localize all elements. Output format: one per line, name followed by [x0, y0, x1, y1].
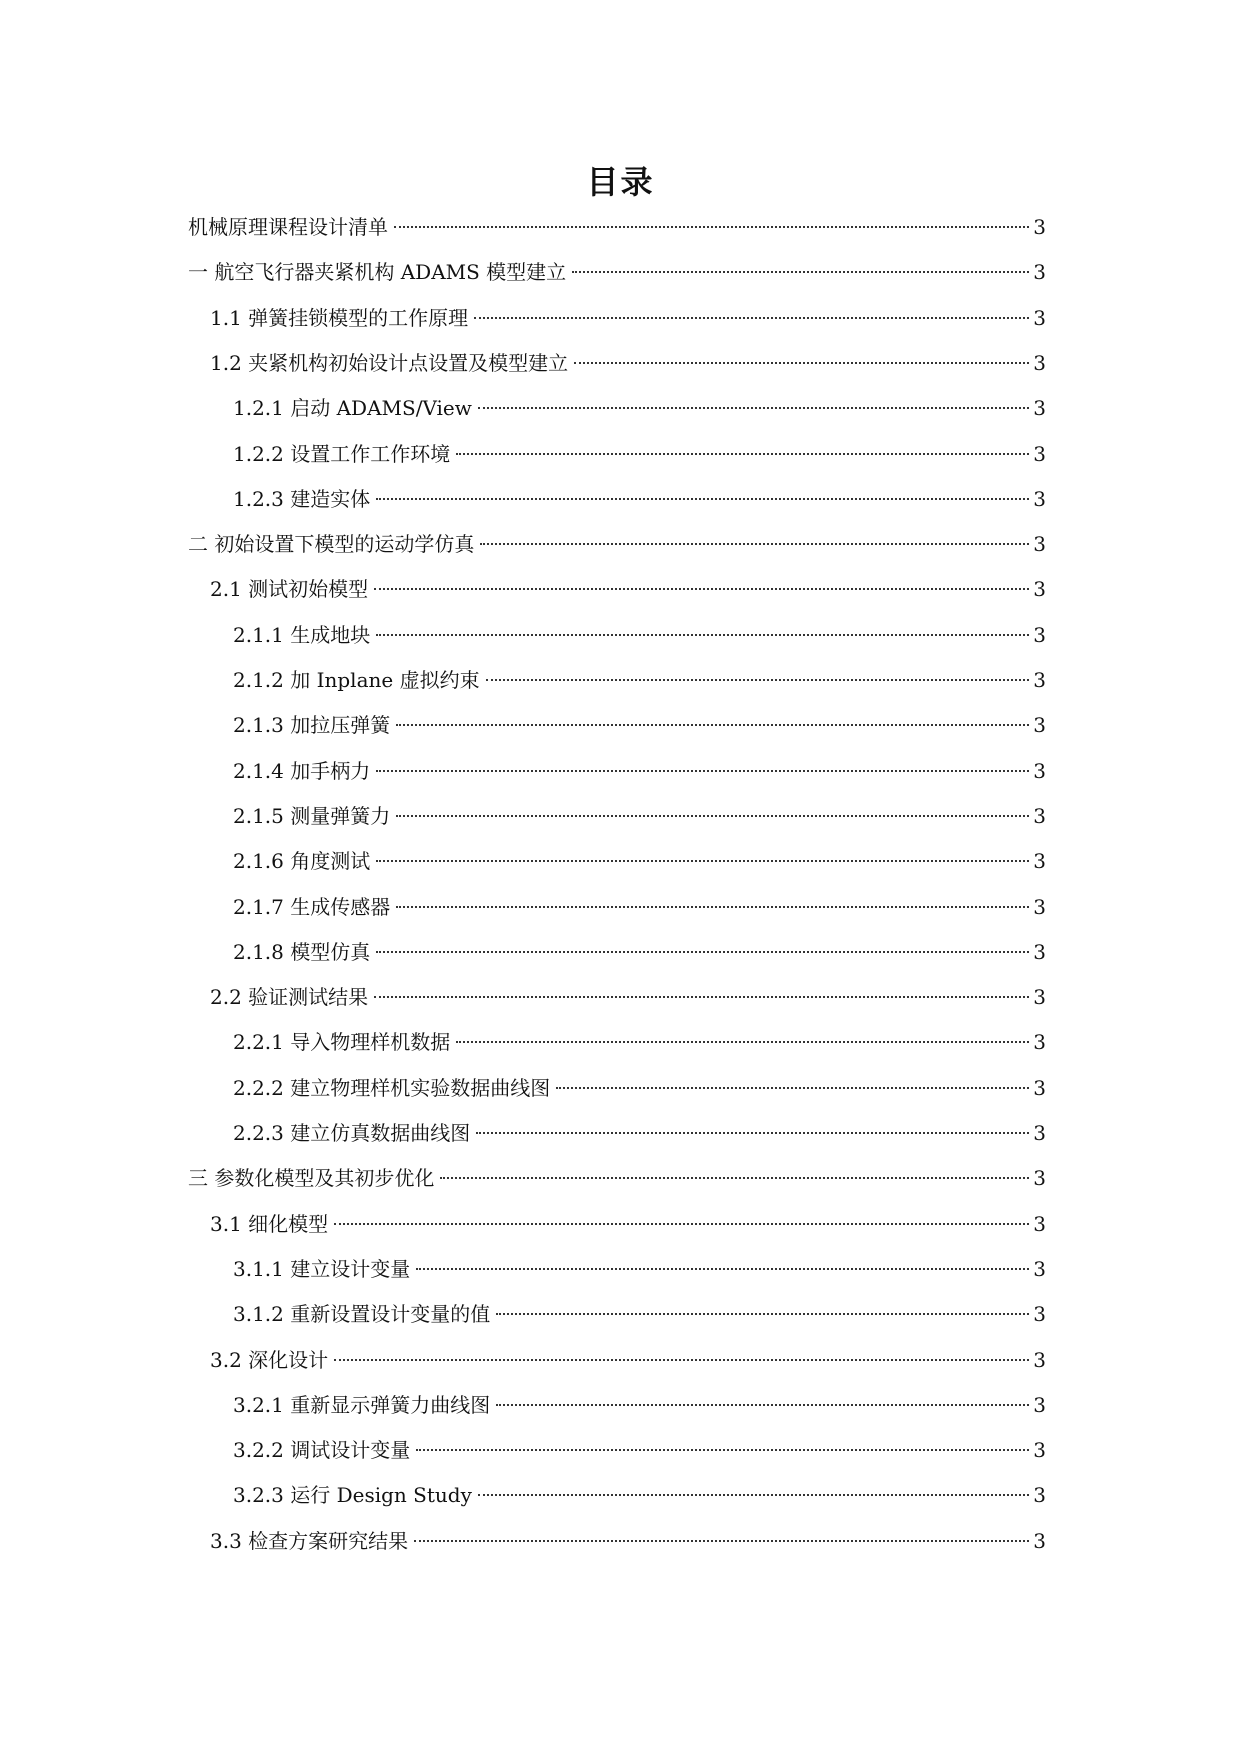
toc-dot-leader	[456, 1041, 1029, 1043]
toc-page-number: 3	[1033, 442, 1046, 466]
toc-page-number: 3	[1033, 1483, 1046, 1507]
toc-dot-leader	[456, 453, 1029, 455]
toc-dot-leader	[474, 317, 1029, 319]
toc-page-number: 3	[1033, 1166, 1046, 1190]
toc-entry[interactable]	[188, 255, 1046, 289]
toc-dot-leader	[496, 1313, 1029, 1315]
toc-entry[interactable]	[210, 1524, 1046, 1558]
toc-entry[interactable]	[210, 1343, 1046, 1377]
toc-entry-label: 2.2.3 建立仿真数据曲线图	[233, 1121, 471, 1145]
toc-page-number: 3	[1033, 396, 1046, 420]
toc-entry-label: 2.1.5 测量弹簧力	[233, 804, 391, 828]
toc-page-number: 3	[1033, 940, 1046, 964]
toc-page-number: 3	[1033, 1076, 1046, 1100]
toc-entry-label: 3.2.3 运行 Design Study	[233, 1483, 472, 1507]
toc-entry[interactable]	[233, 482, 1046, 516]
toc-dot-leader	[374, 588, 1029, 590]
toc-entry-label: 一 航空飞行器夹紧机构 ADAMS 模型建立	[188, 260, 567, 284]
toc-page-number: 3	[1033, 306, 1046, 330]
toc-entry[interactable]	[233, 618, 1046, 652]
toc-entry[interactable]	[233, 1025, 1046, 1059]
toc-entry[interactable]	[233, 1297, 1046, 1331]
toc-page-number: 3	[1033, 1212, 1046, 1236]
toc-entry[interactable]	[233, 890, 1046, 924]
toc-page-number: 3	[1033, 1030, 1046, 1054]
toc-page-number: 3	[1033, 351, 1046, 375]
toc-dot-leader	[556, 1087, 1029, 1089]
toc-entry-label: 2.1.7 生成传感器	[233, 895, 391, 919]
toc-entry-label: 机械原理课程设计清单	[188, 215, 388, 239]
toc-dot-leader	[416, 1449, 1029, 1451]
toc-entry[interactable]	[210, 572, 1046, 606]
toc-entry-label: 2.1.8 模型仿真	[233, 940, 371, 964]
toc-page-number: 3	[1033, 260, 1046, 284]
toc-page-number: 3	[1033, 215, 1046, 239]
toc-dot-leader	[572, 271, 1029, 273]
toc-entry[interactable]	[188, 1161, 1046, 1195]
toc-entry[interactable]	[233, 1116, 1046, 1150]
toc-entry[interactable]	[188, 210, 1046, 244]
toc-page-number: 3	[1033, 985, 1046, 1009]
toc-dot-leader	[416, 1268, 1029, 1270]
toc-entry-label: 三 参数化模型及其初步优化	[188, 1166, 435, 1190]
toc-entry[interactable]	[233, 844, 1046, 878]
toc-entry[interactable]	[233, 1071, 1046, 1105]
toc-entry-label: 2.1 测试初始模型	[210, 577, 369, 601]
toc-entry[interactable]	[210, 980, 1046, 1014]
toc-entry-label: 3.1.1 建立设计变量	[233, 1257, 411, 1281]
toc-entry-label: 3.1.2 重新设置设计变量的值	[233, 1302, 491, 1326]
toc-dot-leader	[376, 498, 1029, 500]
toc-dot-leader	[334, 1223, 1029, 1225]
toc-dot-leader	[486, 679, 1030, 681]
toc-entry[interactable]	[233, 1433, 1046, 1467]
toc-page-number: 3	[1033, 1393, 1046, 1417]
toc-entry[interactable]	[233, 1388, 1046, 1422]
toc-dot-leader	[376, 770, 1029, 772]
toc-dot-leader	[376, 951, 1029, 953]
toc-page-number: 3	[1033, 668, 1046, 692]
toc-entry[interactable]	[233, 391, 1046, 425]
toc-dot-leader	[376, 860, 1029, 862]
toc-entry-label: 1.1 弹簧挂锁模型的工作原理	[210, 306, 469, 330]
toc-entry-label: 2.2 验证测试结果	[210, 985, 369, 1009]
toc-entry-label: 2.1.6 角度测试	[233, 849, 371, 873]
toc-page-number: 3	[1033, 1348, 1046, 1372]
toc-dot-leader	[396, 815, 1029, 817]
toc-page-number: 3	[1033, 804, 1046, 828]
toc-page-number: 3	[1033, 713, 1046, 737]
toc-entry[interactable]	[233, 437, 1046, 471]
toc-entry[interactable]	[233, 799, 1046, 833]
toc-entry-label: 3.2.1 重新显示弹簧力曲线图	[233, 1393, 491, 1417]
toc-dot-leader	[478, 407, 1029, 409]
toc-dot-leader	[394, 226, 1029, 228]
toc-dot-leader	[476, 1132, 1029, 1134]
toc-entry-label: 1.2.2 设置工作工作环境	[233, 442, 451, 466]
toc-dot-leader	[374, 996, 1029, 998]
toc-entry[interactable]	[210, 1207, 1046, 1241]
toc-dot-leader	[396, 724, 1029, 726]
toc-entry[interactable]	[210, 346, 1046, 380]
toc-entry-label: 3.3 检查方案研究结果	[210, 1529, 409, 1553]
toc-entry[interactable]	[233, 708, 1046, 742]
toc-entry-label: 二 初始设置下模型的运动学仿真	[188, 532, 475, 556]
toc-page-number: 3	[1033, 532, 1046, 556]
toc-page-number: 3	[1033, 1529, 1046, 1553]
toc-page-number: 3	[1033, 577, 1046, 601]
toc-entry[interactable]	[233, 663, 1046, 697]
toc-entry-label: 2.1.4 加手柄力	[233, 759, 371, 783]
toc-entry[interactable]	[233, 1252, 1046, 1286]
toc-page-number: 3	[1033, 1302, 1046, 1326]
toc-entry[interactable]	[233, 754, 1046, 788]
toc-dot-leader	[334, 1359, 1029, 1361]
toc-page-number: 3	[1033, 1257, 1046, 1281]
toc-dot-leader	[414, 1540, 1029, 1542]
toc-entry[interactable]	[233, 935, 1046, 969]
toc-dot-leader	[480, 543, 1029, 545]
toc-entry-label: 3.2 深化设计	[210, 1348, 329, 1372]
toc-entry-label: 2.2.2 建立物理样机实验数据曲线图	[233, 1076, 551, 1100]
toc-dot-leader	[496, 1404, 1029, 1406]
toc-entry[interactable]	[188, 527, 1046, 561]
toc-entry-label: 1.2 夹紧机构初始设计点设置及模型建立	[210, 351, 569, 375]
toc-title: 目录	[586, 163, 655, 201]
toc-entry[interactable]	[233, 1478, 1046, 1512]
toc-dot-leader	[376, 634, 1029, 636]
toc-page-number: 3	[1033, 1438, 1046, 1462]
toc-entry-label: 3.1 细化模型	[210, 1212, 329, 1236]
toc-entry-label: 3.2.2 调试设计变量	[233, 1438, 411, 1462]
toc-entry-label: 2.2.1 导入物理样机数据	[233, 1030, 451, 1054]
toc-entry-label: 1.2.1 启动 ADAMS/View	[233, 396, 472, 420]
toc-dot-leader	[574, 362, 1029, 364]
toc-entry-label: 1.2.3 建造实体	[233, 487, 371, 511]
toc-entry-label: 2.1.1 生成地块	[233, 623, 371, 647]
toc-page-number: 3	[1033, 849, 1046, 873]
toc-dot-leader	[396, 906, 1029, 908]
toc-page-number: 3	[1033, 895, 1046, 919]
toc-entry-label: 2.1.3 加拉压弹簧	[233, 713, 391, 737]
toc-entry-label: 2.1.2 加 Inplane 虚拟约束	[233, 668, 480, 692]
toc-page-number: 3	[1033, 759, 1046, 783]
toc-page-number: 3	[1033, 623, 1046, 647]
toc-page-number: 3	[1033, 1121, 1046, 1145]
toc-dot-leader	[440, 1177, 1029, 1179]
toc-page-number: 3	[1033, 487, 1046, 511]
toc-entry[interactable]	[210, 301, 1046, 335]
toc-dot-leader	[478, 1494, 1029, 1496]
